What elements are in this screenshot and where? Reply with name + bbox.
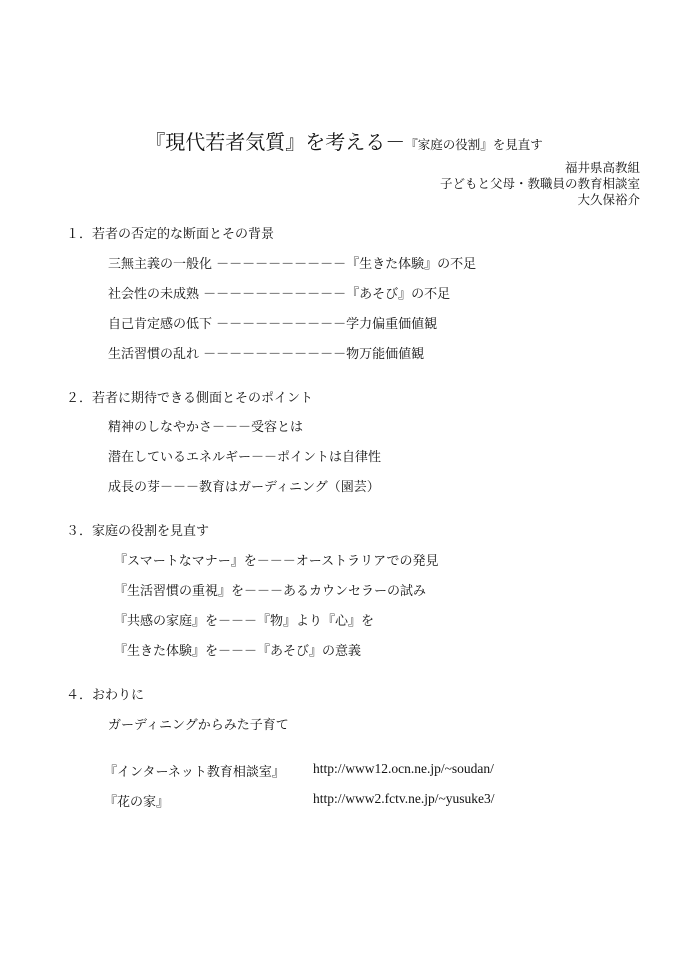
affiliation-author: 大久保裕介 xyxy=(577,192,640,207)
link-label-hananoie: 『花の家』 xyxy=(104,795,170,810)
section-1-item: 自己肯定感の低下 －－－－－－－－－－学力偏重価値観 xyxy=(108,317,438,332)
section-2-heading: ２．若者に期待できる側面とそのポイント xyxy=(66,391,314,406)
section-3-heading: ３．家庭の役割を見直す xyxy=(66,524,210,539)
document-title xyxy=(0,126,688,155)
section-1-heading: １．若者の否定的な断面とその背景 xyxy=(66,227,275,242)
affiliation-office: 子どもと父母・教職員の教育相談室 xyxy=(439,176,640,191)
section-2-item: 精神のしなやかさ－－－受容とは xyxy=(108,420,304,435)
section-1-item: 生活習慣の乱れ －－－－－－－－－－－物万能価値観 xyxy=(108,347,425,362)
section-3-item: 『スマートなマナー』を－－－オーストラリアでの発見 xyxy=(114,554,439,569)
section-4-item: ガーディニングからみた子育て xyxy=(108,718,289,733)
section-4-heading: ４．おわりに xyxy=(66,688,145,703)
section-3-item: 『生きた体験』を－－－『あそび』の意義 xyxy=(114,644,362,659)
section-2-item: 成長の芽－－－教育はガーディニング（園芸） xyxy=(108,480,380,495)
section-1-item: 社会性の未成熟 －－－－－－－－－－－『あそび』の不足 xyxy=(108,287,451,302)
section-3-item: 『生活習慣の重視』を－－－あるカウンセラーの試み xyxy=(114,584,427,599)
title-subtitle: 『家庭の役割』を見直す xyxy=(405,137,543,152)
link-url-hananoie[interactable]: http://www2.fctv.ne.jp/~yusuke3/ xyxy=(313,791,495,806)
section-1-item: 三無主義の一般化 －－－－－－－－－－『生きた体験』の不足 xyxy=(108,257,477,272)
section-3-item: 『共感の家庭』を－－－『物』より『心』を xyxy=(114,614,375,629)
link-url-soudan[interactable]: http://www12.ocn.ne.jp/~soudan/ xyxy=(313,761,494,776)
section-2-item: 潜在しているエネルギー－－ポイントは自律性 xyxy=(108,450,382,465)
title-main: 『現代若者気質』を考える－ xyxy=(145,130,406,154)
link-label-soudan: 『インターネット教育相談室』 xyxy=(104,765,285,780)
affiliation-org: 福井県高教組 xyxy=(564,160,640,175)
